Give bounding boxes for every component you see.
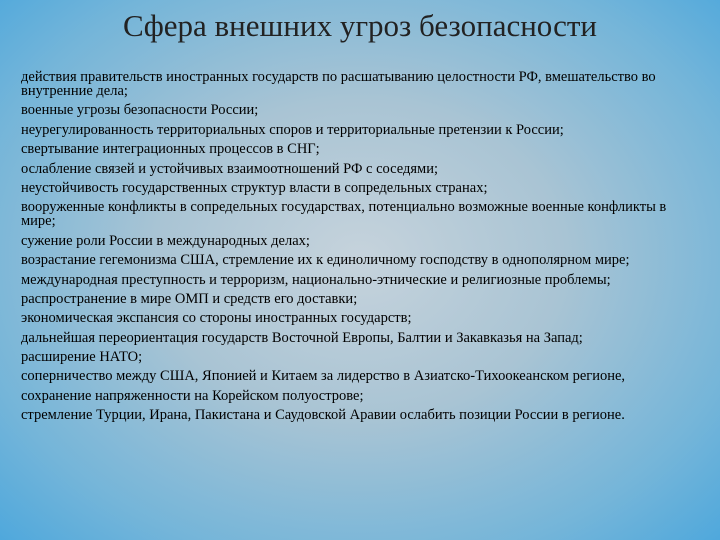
slide-title: Сфера внешних угроз безопасности <box>123 8 597 43</box>
list-item: неустойчивость государственных структур власти в сопредельных странах; <box>21 179 488 196</box>
list-item: международная преступность и терроризм, национально-этнические и религиозные проблемы; <box>21 271 611 288</box>
list-item: вооруженные конфликты в сопредельных государствах, потенциально возможные военные конфликты в мире; <box>21 199 667 230</box>
list-item: дальнейшая переориентация государств Восточной Европы, Балтии и Закавказья на Запад; <box>21 329 583 346</box>
list-item: сужение роли России в международных делах; <box>21 232 310 249</box>
list-item: распространение в мире ОМП и средств его доставки; <box>21 290 358 307</box>
list-item: ослабление связей и устойчивых взаимоотношений РФ с соседями; <box>21 160 439 177</box>
list-item: военные угрозы безопасности России; <box>21 102 259 119</box>
list-item: действия правительств иностранных государств по расшатыванию целостности РФ, вмешательство во внутренние дела; <box>21 69 656 99</box>
threat-list <box>21 70 701 428</box>
list-item: расширение НАТО; <box>21 349 143 366</box>
list-item: неурегулированность территориальных споров и территориальные претензии к России; <box>21 121 564 138</box>
list-item: сохранение напряженности на Корейском полуострове; <box>21 387 364 404</box>
list-item: возрастание гегемонизма США, стремление их к единоличному господству в однополярном мире; <box>21 252 630 269</box>
list-item: соперничество между США, Японией и Китаем за лидерство в Азиатско-Тихоокеанском регионе, <box>21 368 626 385</box>
list-item: экономическая экспансия со стороны иностранных государств; <box>21 310 412 327</box>
list-item: свертывание интеграционных процессов в СНГ; <box>21 141 320 158</box>
list-item: стремление Турции, Ирана, Пакистана и Саудовской Аравии ослабить позиции России в регионе. <box>21 407 625 424</box>
